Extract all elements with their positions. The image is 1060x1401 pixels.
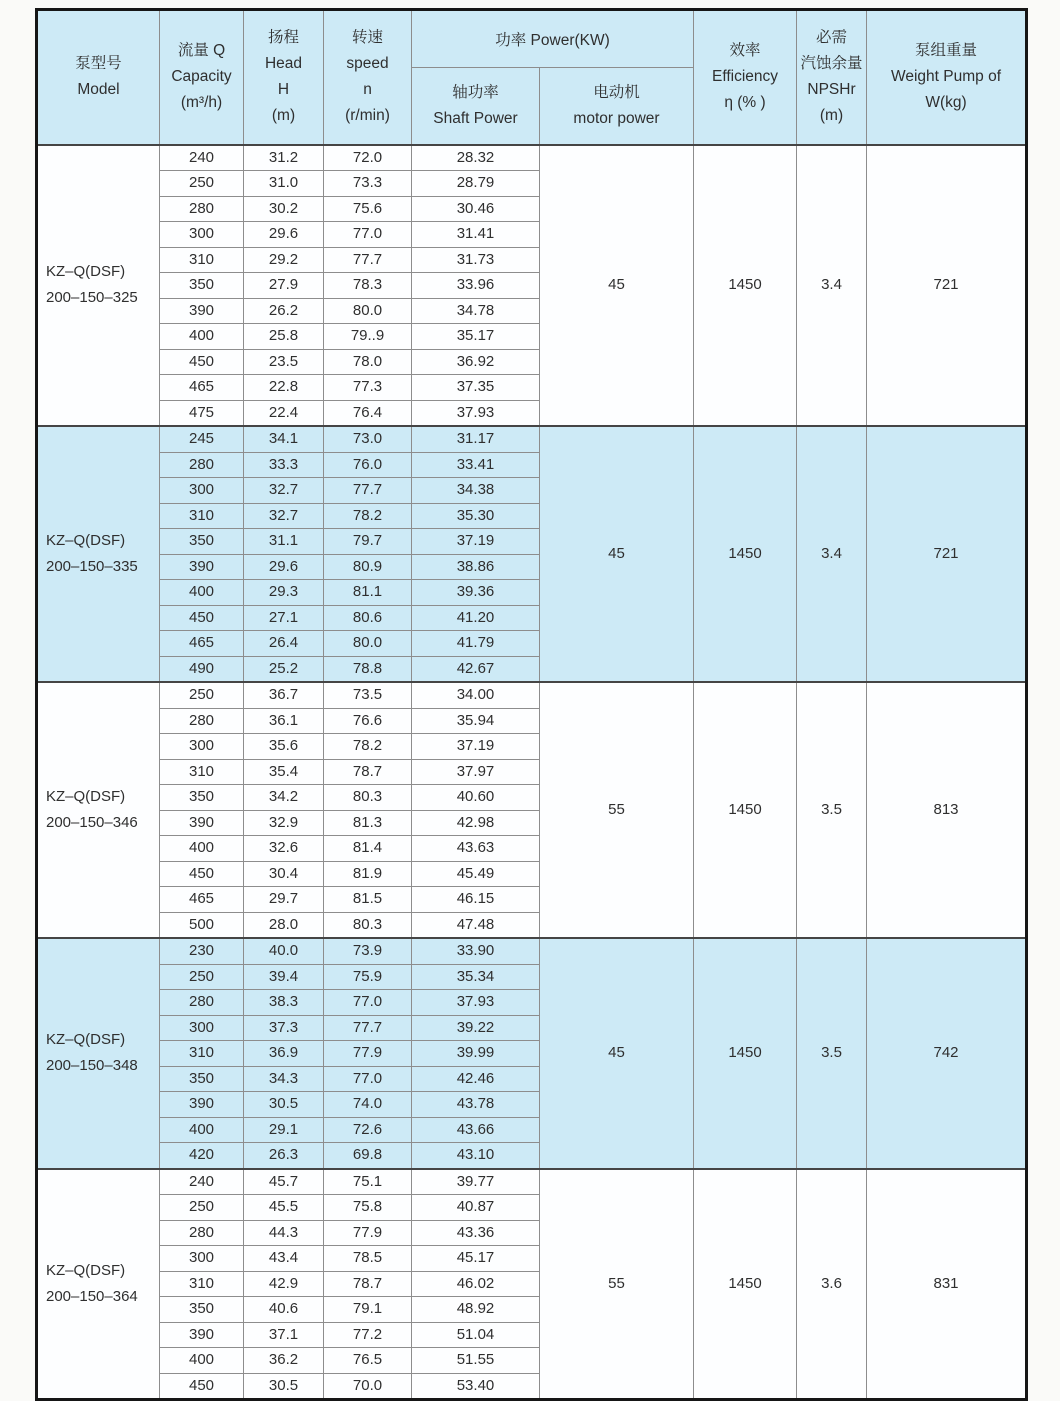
- head-cell: 35.4: [244, 759, 324, 785]
- capacity-cell: 300: [160, 734, 244, 760]
- head-cell: 40.6: [244, 1297, 324, 1323]
- col-header-head-symbol: H: [277, 81, 290, 99]
- shaft-power-cell: 43.10: [412, 1143, 540, 1169]
- motor-power-cell: 55: [540, 1169, 694, 1400]
- shaft-power-cell: 41.20: [412, 605, 540, 631]
- capacity-cell: 390: [160, 298, 244, 324]
- shaft-power-cell: 37.35: [412, 375, 540, 401]
- capacity-cell: 350: [160, 273, 244, 299]
- head-cell: 32.7: [244, 503, 324, 529]
- shaft-power-cell: 35.34: [412, 964, 540, 990]
- weight-cell: 813: [867, 682, 1027, 938]
- speed-cell: 81.3: [324, 810, 412, 836]
- weight-cell: 721: [867, 145, 1027, 427]
- col-header-efficiency-en: Efficiency: [711, 68, 779, 86]
- col-header-capacity-en: Capacity: [171, 68, 232, 86]
- efficiency-cell: 1450: [694, 1169, 797, 1400]
- head-cell: 32.7: [244, 478, 324, 504]
- model-line: KZ–Q(DSF): [46, 1261, 126, 1279]
- pump-spec-table: [35, 8, 1028, 1401]
- header-row-top: [37, 10, 1027, 68]
- model-cell: [37, 1169, 160, 1400]
- head-cell: 29.1: [244, 1117, 324, 1143]
- model-cell: [37, 145, 160, 427]
- col-header-npshr-cn2: 汽蚀余量: [800, 55, 863, 73]
- col-header-shaft-power: [412, 68, 540, 145]
- shaft-power-cell: 37.19: [412, 529, 540, 555]
- capacity-cell: 250: [160, 964, 244, 990]
- capacity-cell: 280: [160, 708, 244, 734]
- npshr-cell: 3.4: [797, 145, 867, 427]
- col-header-efficiency-cn: 效率: [729, 42, 761, 60]
- capacity-cell: 350: [160, 1066, 244, 1092]
- capacity-cell: 310: [160, 759, 244, 785]
- capacity-cell: 310: [160, 503, 244, 529]
- capacity-cell: 240: [160, 1169, 244, 1195]
- speed-cell: 76.5: [324, 1348, 412, 1374]
- speed-cell: 77.2: [324, 1322, 412, 1348]
- shaft-power-cell: 41.79: [412, 631, 540, 657]
- data-row: [37, 426, 1027, 452]
- shaft-power-cell: 42.67: [412, 656, 540, 682]
- speed-cell: 81.5: [324, 887, 412, 913]
- col-header-npshr: [797, 10, 867, 145]
- data-row: [37, 938, 1027, 964]
- capacity-cell: 350: [160, 785, 244, 811]
- npshr-cell: 3.6: [797, 1169, 867, 1400]
- speed-cell: 77.9: [324, 1041, 412, 1067]
- efficiency-cell: 1450: [694, 682, 797, 938]
- speed-cell: 73.0: [324, 426, 412, 452]
- efficiency-cell: 1450: [694, 426, 797, 682]
- motor-power-cell: 45: [540, 938, 694, 1169]
- speed-cell: 79..9: [324, 324, 412, 350]
- shaft-power-cell: 31.41: [412, 222, 540, 248]
- shaft-power-cell: 39.99: [412, 1041, 540, 1067]
- head-cell: 30.2: [244, 196, 324, 222]
- shaft-power-cell: 37.93: [412, 990, 540, 1016]
- capacity-cell: 310: [160, 1271, 244, 1297]
- shaft-power-cell: 43.36: [412, 1220, 540, 1246]
- capacity-cell: 475: [160, 400, 244, 426]
- capacity-cell: 390: [160, 554, 244, 580]
- shaft-power-cell: 46.15: [412, 887, 540, 913]
- speed-cell: 80.3: [324, 912, 412, 938]
- col-header-head: [244, 10, 324, 145]
- head-cell: 34.3: [244, 1066, 324, 1092]
- capacity-cell: 300: [160, 222, 244, 248]
- capacity-cell: 310: [160, 1041, 244, 1067]
- col-header-power-group: 功率 Power(KW): [412, 10, 694, 68]
- model-cell: [37, 426, 160, 682]
- speed-cell: 76.0: [324, 452, 412, 478]
- capacity-cell: 500: [160, 912, 244, 938]
- shaft-power-cell: 37.93: [412, 400, 540, 426]
- speed-cell: 77.0: [324, 990, 412, 1016]
- col-header-model-cn: 泵型号: [75, 55, 122, 73]
- speed-cell: 80.9: [324, 554, 412, 580]
- head-cell: 30.4: [244, 861, 324, 887]
- head-cell: 37.1: [244, 1322, 324, 1348]
- shaft-power-cell: 28.32: [412, 145, 540, 171]
- shaft-power-cell: 43.78: [412, 1092, 540, 1118]
- npshr-cell: 3.5: [797, 938, 867, 1169]
- data-row: [37, 145, 1027, 171]
- col-header-speed-symbol: n: [363, 81, 372, 99]
- speed-cell: 78.8: [324, 656, 412, 682]
- head-cell: 31.0: [244, 171, 324, 197]
- shaft-power-cell: 45.17: [412, 1246, 540, 1272]
- speed-cell: 72.6: [324, 1117, 412, 1143]
- head-cell: 42.9: [244, 1271, 324, 1297]
- shaft-power-cell: 31.17: [412, 426, 540, 452]
- speed-cell: 78.3: [324, 273, 412, 299]
- speed-cell: 80.0: [324, 298, 412, 324]
- capacity-cell: 250: [160, 682, 244, 708]
- head-cell: 26.3: [244, 1143, 324, 1169]
- shaft-power-cell: 39.22: [412, 1015, 540, 1041]
- head-cell: 31.2: [244, 145, 324, 171]
- head-cell: 22.8: [244, 375, 324, 401]
- capacity-cell: 280: [160, 990, 244, 1016]
- capacity-cell: 450: [160, 349, 244, 375]
- model-line: 200–150–325: [46, 289, 138, 307]
- shaft-power-cell: 53.40: [412, 1373, 540, 1400]
- speed-cell: 77.0: [324, 1066, 412, 1092]
- col-header-speed-en: speed: [346, 55, 389, 73]
- col-header-capacity: [160, 10, 244, 145]
- speed-cell: 74.0: [324, 1092, 412, 1118]
- col-header-head-en: Head: [264, 55, 303, 73]
- shaft-power-cell: 42.98: [412, 810, 540, 836]
- data-row: [37, 682, 1027, 708]
- head-cell: 29.6: [244, 222, 324, 248]
- speed-cell: 73.3: [324, 171, 412, 197]
- speed-cell: 81.9: [324, 861, 412, 887]
- head-cell: 37.3: [244, 1015, 324, 1041]
- capacity-cell: 280: [160, 1220, 244, 1246]
- speed-cell: 75.9: [324, 964, 412, 990]
- head-cell: 25.8: [244, 324, 324, 350]
- shaft-power-cell: 51.55: [412, 1348, 540, 1374]
- head-cell: 29.3: [244, 580, 324, 606]
- capacity-cell: 465: [160, 887, 244, 913]
- head-cell: 45.5: [244, 1195, 324, 1221]
- shaft-power-cell: 34.00: [412, 682, 540, 708]
- col-header-motor-power-en: motor power: [573, 109, 660, 127]
- model-line: 200–150–348: [46, 1057, 138, 1075]
- head-cell: 30.5: [244, 1373, 324, 1400]
- model-line: 200–150–364: [46, 1287, 138, 1305]
- capacity-cell: 400: [160, 324, 244, 350]
- head-cell: 30.5: [244, 1092, 324, 1118]
- col-header-shaft-power-cn: 轴功率: [452, 83, 499, 101]
- capacity-cell: 350: [160, 529, 244, 555]
- head-cell: 29.2: [244, 247, 324, 273]
- speed-cell: 78.2: [324, 503, 412, 529]
- col-header-weight: [867, 10, 1027, 145]
- col-header-model: [37, 10, 160, 145]
- capacity-cell: 280: [160, 196, 244, 222]
- shaft-power-cell: 34.38: [412, 478, 540, 504]
- head-cell: 22.4: [244, 400, 324, 426]
- model-line: 200–150–346: [46, 814, 138, 831]
- speed-cell: 78.2: [324, 734, 412, 760]
- speed-cell: 79.1: [324, 1297, 412, 1323]
- motor-power-cell: 45: [540, 145, 694, 427]
- shaft-power-cell: 40.87: [412, 1195, 540, 1221]
- weight-cell: 721: [867, 426, 1027, 682]
- head-cell: 44.3: [244, 1220, 324, 1246]
- capacity-cell: 310: [160, 247, 244, 273]
- capacity-cell: 490: [160, 656, 244, 682]
- capacity-cell: 390: [160, 1322, 244, 1348]
- head-cell: 26.4: [244, 631, 324, 657]
- col-header-speed: [324, 10, 412, 145]
- speed-cell: 81.1: [324, 580, 412, 606]
- capacity-cell: 450: [160, 861, 244, 887]
- model-line: KZ–Q(DSF): [46, 788, 126, 805]
- npshr-cell: 3.5: [797, 682, 867, 938]
- col-header-motor-power: [540, 68, 694, 145]
- shaft-power-cell: 35.30: [412, 503, 540, 529]
- head-cell: 36.2: [244, 1348, 324, 1374]
- efficiency-cell: 1450: [694, 938, 797, 1169]
- col-header-head-cn: 扬程: [267, 29, 299, 47]
- capacity-cell: 240: [160, 145, 244, 171]
- table-header: [37, 10, 1027, 145]
- col-header-npshr-en: NPSHr: [807, 81, 856, 99]
- col-header-speed-cn: 转速: [351, 29, 383, 47]
- speed-cell: 75.1: [324, 1169, 412, 1195]
- data-row: [37, 1169, 1027, 1195]
- speed-cell: 80.3: [324, 785, 412, 811]
- efficiency-cell: 1450: [694, 145, 797, 427]
- document-page: [35, 8, 1028, 1401]
- head-cell: 28.0: [244, 912, 324, 938]
- speed-cell: 81.4: [324, 836, 412, 862]
- shaft-power-cell: 47.48: [412, 912, 540, 938]
- col-header-shaft-power-en: Shaft Power: [433, 109, 518, 127]
- shaft-power-cell: 33.96: [412, 273, 540, 299]
- shaft-power-cell: 46.02: [412, 1271, 540, 1297]
- shaft-power-cell: 43.63: [412, 836, 540, 862]
- col-header-npshr-cn1: 必需: [816, 29, 848, 47]
- shaft-power-cell: 30.46: [412, 196, 540, 222]
- speed-cell: 78.0: [324, 349, 412, 375]
- shaft-power-cell: 35.17: [412, 324, 540, 350]
- motor-power-cell: 55: [540, 682, 694, 938]
- col-header-efficiency-symbol: η (% ): [724, 94, 766, 112]
- model-cell: [37, 938, 160, 1169]
- col-header-speed-unit: (r/min): [345, 107, 390, 125]
- weight-cell: 742: [867, 938, 1027, 1169]
- head-cell: 45.7: [244, 1169, 324, 1195]
- head-cell: 34.1: [244, 426, 324, 452]
- shaft-power-cell: 36.92: [412, 349, 540, 375]
- head-cell: 25.2: [244, 656, 324, 682]
- shaft-power-cell: 34.78: [412, 298, 540, 324]
- capacity-cell: 400: [160, 1117, 244, 1143]
- col-header-weight-unit: W(kg): [925, 94, 967, 112]
- head-cell: 39.4: [244, 964, 324, 990]
- shaft-power-cell: 45.49: [412, 861, 540, 887]
- head-cell: 32.6: [244, 836, 324, 862]
- capacity-cell: 300: [160, 1246, 244, 1272]
- speed-cell: 77.7: [324, 478, 412, 504]
- col-header-model-en: Model: [77, 81, 120, 99]
- speed-cell: 77.7: [324, 247, 412, 273]
- speed-cell: 77.3: [324, 375, 412, 401]
- head-cell: 34.2: [244, 785, 324, 811]
- col-header-npshr-unit: (m): [819, 107, 844, 125]
- speed-cell: 70.0: [324, 1373, 412, 1400]
- shaft-power-cell: 42.46: [412, 1066, 540, 1092]
- head-cell: 38.3: [244, 990, 324, 1016]
- capacity-cell: 450: [160, 605, 244, 631]
- capacity-cell: 400: [160, 580, 244, 606]
- col-header-head-unit: (m): [271, 107, 296, 125]
- head-cell: 36.9: [244, 1041, 324, 1067]
- head-cell: 33.3: [244, 452, 324, 478]
- capacity-cell: 300: [160, 478, 244, 504]
- head-cell: 36.1: [244, 708, 324, 734]
- speed-cell: 80.0: [324, 631, 412, 657]
- col-header-capacity-unit: (m³/h): [180, 94, 223, 112]
- capacity-cell: 250: [160, 171, 244, 197]
- speed-cell: 78.7: [324, 759, 412, 785]
- speed-cell: 73.9: [324, 938, 412, 964]
- speed-cell: 78.5: [324, 1246, 412, 1272]
- speed-cell: 73.5: [324, 682, 412, 708]
- speed-cell: 69.8: [324, 1143, 412, 1169]
- speed-cell: 76.6: [324, 708, 412, 734]
- speed-cell: 77.9: [324, 1220, 412, 1246]
- speed-cell: 80.6: [324, 605, 412, 631]
- head-cell: 29.7: [244, 887, 324, 913]
- head-cell: 31.1: [244, 529, 324, 555]
- head-cell: 40.0: [244, 938, 324, 964]
- shaft-power-cell: 37.97: [412, 759, 540, 785]
- shaft-power-cell: 38.86: [412, 554, 540, 580]
- shaft-power-cell: 31.73: [412, 247, 540, 273]
- shaft-power-cell: 33.90: [412, 938, 540, 964]
- shaft-power-cell: 39.77: [412, 1169, 540, 1195]
- capacity-cell: 400: [160, 1348, 244, 1374]
- head-cell: 35.6: [244, 734, 324, 760]
- col-header-weight-en: Weight Pump of: [891, 68, 1002, 86]
- capacity-cell: 230: [160, 938, 244, 964]
- capacity-cell: 450: [160, 1373, 244, 1400]
- capacity-cell: 350: [160, 1297, 244, 1323]
- capacity-cell: 390: [160, 810, 244, 836]
- capacity-cell: 280: [160, 452, 244, 478]
- speed-cell: 77.0: [324, 222, 412, 248]
- capacity-cell: 465: [160, 631, 244, 657]
- motor-power-cell: 45: [540, 426, 694, 682]
- model-line: 200–150–335: [46, 558, 138, 575]
- shaft-power-cell: 51.04: [412, 1322, 540, 1348]
- speed-cell: 75.8: [324, 1195, 412, 1221]
- col-header-capacity-cn: 流量 Q: [177, 42, 226, 60]
- model-cell: [37, 682, 160, 938]
- head-cell: 43.4: [244, 1246, 324, 1272]
- head-cell: 36.7: [244, 682, 324, 708]
- model-line: KZ–Q(DSF): [46, 532, 126, 549]
- capacity-cell: 400: [160, 836, 244, 862]
- head-cell: 27.9: [244, 273, 324, 299]
- shaft-power-cell: 35.94: [412, 708, 540, 734]
- shaft-power-cell: 40.60: [412, 785, 540, 811]
- speed-cell: 76.4: [324, 400, 412, 426]
- capacity-cell: 465: [160, 375, 244, 401]
- capacity-cell: 390: [160, 1092, 244, 1118]
- capacity-cell: 245: [160, 426, 244, 452]
- shaft-power-cell: 43.66: [412, 1117, 540, 1143]
- capacity-cell: 300: [160, 1015, 244, 1041]
- head-cell: 29.6: [244, 554, 324, 580]
- col-header-efficiency: [694, 10, 797, 145]
- head-cell: 32.9: [244, 810, 324, 836]
- model-line: KZ–Q(DSF): [46, 263, 126, 281]
- head-cell: 26.2: [244, 298, 324, 324]
- col-header-motor-power-cn: 电动机: [593, 83, 640, 101]
- table-body: [37, 145, 1027, 1400]
- head-cell: 23.5: [244, 349, 324, 375]
- shaft-power-cell: 48.92: [412, 1297, 540, 1323]
- speed-cell: 75.6: [324, 196, 412, 222]
- npshr-cell: 3.4: [797, 426, 867, 682]
- weight-cell: 831: [867, 1169, 1027, 1400]
- col-header-weight-cn: 泵组重量: [915, 42, 978, 60]
- shaft-power-cell: 39.36: [412, 580, 540, 606]
- speed-cell: 77.7: [324, 1015, 412, 1041]
- shaft-power-cell: 37.19: [412, 734, 540, 760]
- head-cell: 27.1: [244, 605, 324, 631]
- speed-cell: 72.0: [324, 145, 412, 171]
- model-line: KZ–Q(DSF): [46, 1031, 126, 1049]
- speed-cell: 78.7: [324, 1271, 412, 1297]
- speed-cell: 79.7: [324, 529, 412, 555]
- capacity-cell: 250: [160, 1195, 244, 1221]
- capacity-cell: 420: [160, 1143, 244, 1169]
- shaft-power-cell: 28.79: [412, 171, 540, 197]
- shaft-power-cell: 33.41: [412, 452, 540, 478]
